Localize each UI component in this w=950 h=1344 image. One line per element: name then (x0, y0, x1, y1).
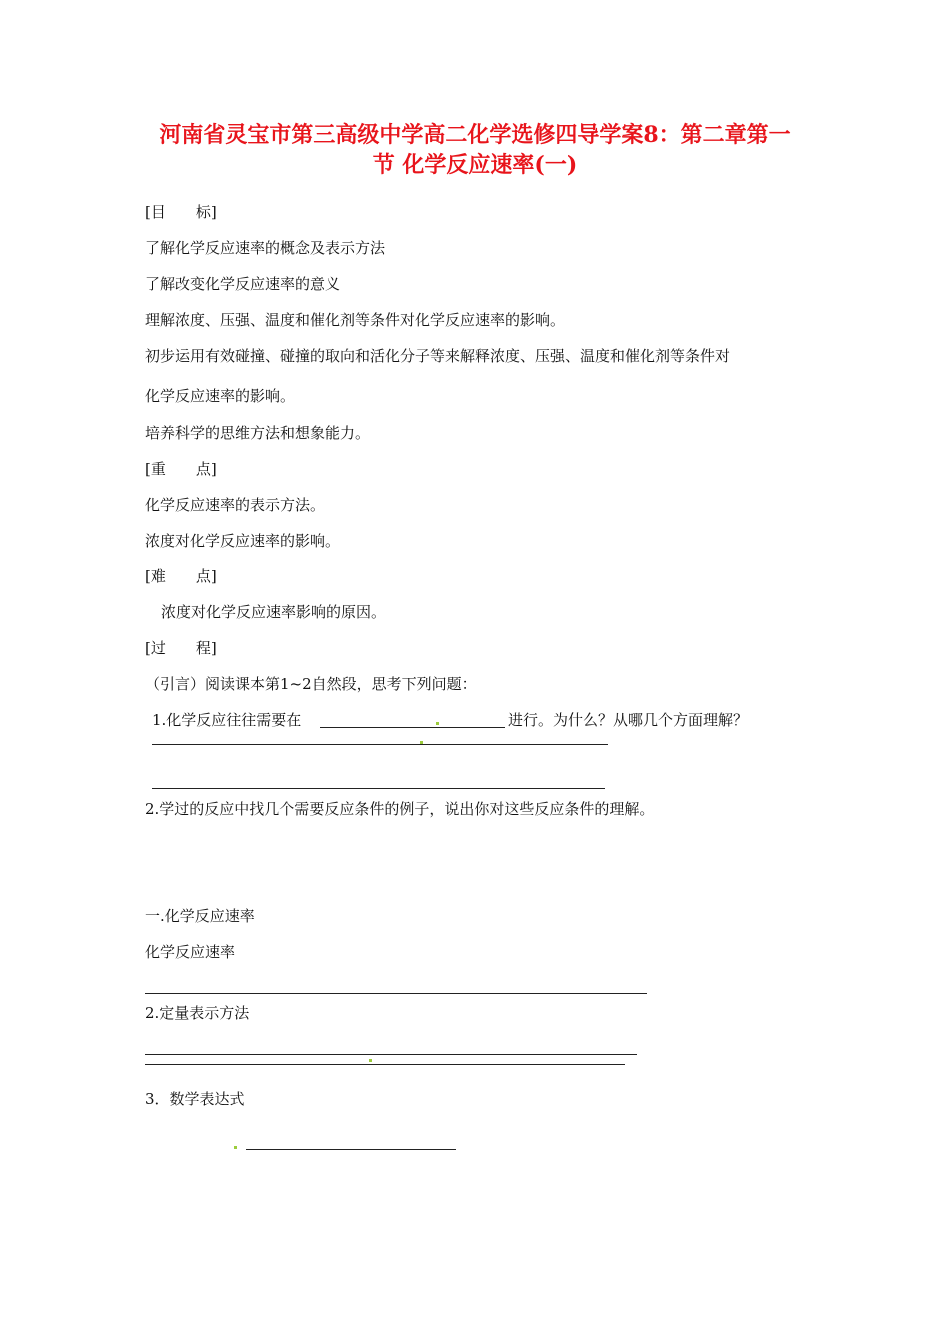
process-heading: [过 程] (145, 639, 217, 657)
goal-item: 了解化学反应速率的概念及表示方法 (145, 239, 386, 257)
title-line-1: 河南省灵宝市第三高级中学高二化学选修四导学案8：第二章第一 (159, 122, 791, 148)
speck-mark (234, 1146, 237, 1149)
key-point-item: 化学反应速率的表示方法。 (145, 496, 326, 514)
speck-mark (436, 722, 439, 725)
question-1-suffix: 进行。为什么？从哪几个方面理解？ (508, 711, 749, 729)
answer-line[interactable] (145, 1064, 625, 1065)
question-2: 2.学过的反应中找几个需要反应条件的例子，说出你对这些反应条件的理解。 (145, 800, 655, 818)
goals-heading: [目 标] (145, 203, 217, 221)
goal-item: 理解浓度、压强、温度和催化剂等条件对化学反应速率的影响。 (145, 311, 566, 329)
answer-line[interactable] (152, 788, 605, 789)
goal-item: 化学反应速率的影响。 (145, 387, 296, 405)
goal-item: 初步运用有效碰撞、碰撞的取向和活化分子等来解释浓度、压强、温度和催化剂等条件对 (145, 347, 731, 365)
title-line-2: 节 化学反应速率(一) (372, 152, 578, 178)
answer-line[interactable] (152, 744, 608, 745)
answer-blank[interactable] (320, 727, 505, 728)
speck-mark (369, 1059, 372, 1062)
intro-text: （引言）阅读课本第1~2自然段，思考下列问题： (145, 675, 477, 693)
goal-item: 培养科学的思维方法和想象能力。 (145, 424, 371, 442)
key-points-heading: [重 点] (145, 460, 217, 478)
part-1-subtitle: 化学反应速率 (145, 943, 236, 961)
difficult-point-item: 浓度对化学反应速率影响的原因。 (161, 603, 387, 621)
goal-item: 了解改变化学反应速率的意义 (145, 275, 341, 293)
question-1-prefix: 1.化学反应往往需要在 (152, 711, 302, 729)
part-1-title: 一.化学反应速率 (145, 907, 255, 925)
answer-line[interactable] (145, 1054, 637, 1055)
answer-line[interactable] (145, 993, 647, 994)
key-point-item: 浓度对化学反应速率的影响。 (145, 532, 341, 550)
difficult-points-heading: [难 点] (145, 567, 217, 585)
answer-blank[interactable] (246, 1149, 456, 1150)
speck-mark (420, 741, 423, 744)
document-title (140, 120, 810, 180)
item-2-heading: 2.定量表示方法 (145, 1004, 250, 1022)
item-3-heading: 3．数学表达式 (145, 1090, 245, 1108)
